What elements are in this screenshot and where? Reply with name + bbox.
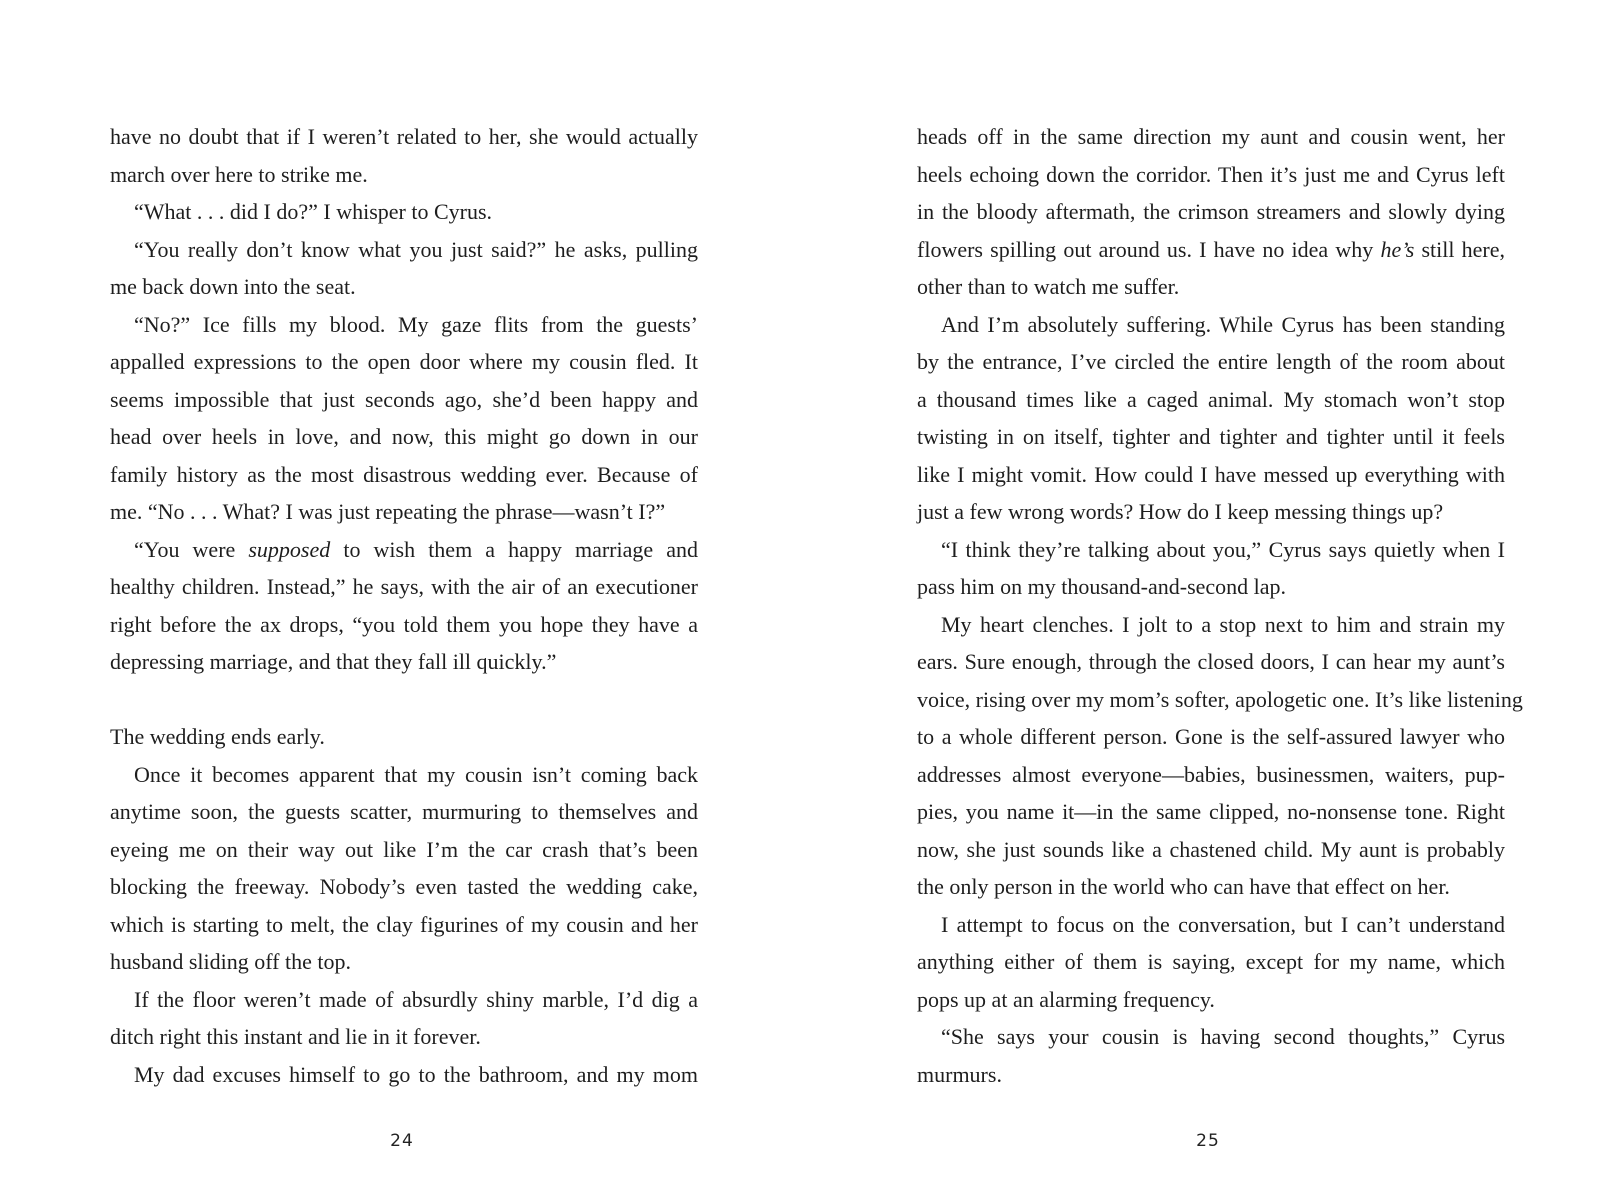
section-break (110, 681, 698, 719)
text-line: pass him on my thousand-and-second lap. (917, 574, 1287, 599)
text-line: My dad excuses himself to go to the bathroom, and my mom (134, 1061, 698, 1087)
text-line: me back down into the seat. (110, 274, 356, 299)
text-line: heels echoing down the corridor. Then it’s just me and Cyrus left (917, 161, 1505, 187)
text-line: murmurs. (917, 1061, 1002, 1087)
text-line: “What . . . did I do?” I whisper to Cyrus. (134, 199, 493, 224)
text-line: eyeing me on their way out like I’m the car crash that’s been (110, 836, 698, 862)
text-line: by the entrance, I’ve circled the entire length of the room about (917, 349, 1505, 374)
text-line: “No?” Ice fills my blood. My gaze flits from the guests’ (134, 311, 698, 337)
text-line: family history as the most disastrous wedding ever. Because of (110, 461, 698, 487)
text-line: march over here to strike me. (110, 161, 368, 187)
right-page-text (917, 118, 1523, 1093)
text-line: healthy children. Instead,” he says, with the air of an executioner (110, 574, 698, 599)
text-line: have no doubt that if I weren’t related to her, she would actually (110, 124, 698, 149)
text-line: now, she just sounds like a chastened child. My aunt is probably (917, 836, 1505, 862)
text-line: the only person in the world who can have that effect on her. (917, 874, 1450, 899)
text-line: anytime soon, the guests scatter, murmuring to themselves and (110, 799, 698, 824)
text-line: seems impossible that just seconds ago, she’d been happy and (110, 386, 698, 412)
text-line: twisting in on itself, tighter and tighter and tighter until it feels (917, 424, 1505, 449)
text-line: other than to watch me suffer. (917, 274, 1180, 299)
left-page-number: 24 (390, 1131, 414, 1151)
text-line: just a few wrong words? How do I keep messing things up? (917, 499, 1444, 524)
text-line: right before the ax drops, “you told them you hope they have a (110, 611, 698, 637)
text-line: me. “No . . . What? I was just repeating the phrase—wasn’t I?” (110, 499, 666, 524)
text-line: And I’m absolutely suffering. While Cyrus has been standing (941, 311, 1505, 337)
text-line: The wedding ends early. (110, 724, 325, 749)
text-line: which is starting to melt, the clay figurines of my cousin and her (110, 911, 698, 937)
right-page-number: 25 (1196, 1131, 1220, 1151)
text-line: blocking the freeway. Nobody’s even tasted the wedding cake, (110, 874, 698, 899)
text-line: ditch right this instant and lie in it forever. (110, 1024, 481, 1049)
text-line: “You were supposed to wish them a happy marriage and (134, 536, 698, 562)
text-line: in the bloody aftermath, the crimson streamers and slowly dying (917, 199, 1505, 224)
italic-emphasis: he’s (1380, 236, 1415, 262)
text-line: head over heels in love, and now, this might go down in our (110, 424, 698, 449)
text-line: anything either of them is saying, except for my name, which (917, 949, 1505, 974)
text-line: depressing marriage, and that they fall ill quickly.” (110, 649, 557, 674)
text-line: I attempt to focus on the conversation, but I can’t understand (941, 911, 1505, 937)
text-line: appalled expressions to the open door where my cousin fled. It (110, 349, 698, 374)
text-line: My heart clenches. I jolt to a stop next to him and strain my (941, 611, 1505, 637)
text-line: ears. Sure enough, through the closed doors, I can hear my aunt’s (917, 649, 1505, 674)
text-line: to a whole different person. Gone is the self-assured lawyer who (917, 724, 1505, 749)
text-line: like I might vomit. How could I have messed up everything with (917, 461, 1505, 487)
text-line: husband sliding off the top. (110, 949, 351, 974)
text-line: Once it becomes apparent that my cousin isn’t coming back (134, 761, 698, 787)
text-line: “You really don’t know what you just said?” he asks, pulling (134, 236, 698, 262)
text-line: If the floor weren’t made of absurdly shiny marble, I’d dig a (134, 986, 698, 1012)
text-line: voice, rising over my mom’s softer, apologetic one. It’s like listening (917, 686, 1523, 712)
text-line: a thousand times like a caged animal. My stomach won’t stop (917, 386, 1505, 412)
text-line: flowers spilling out around us. I have no idea why he’s still here, (917, 236, 1505, 262)
text-line: pops up at an alarming frequency. (917, 986, 1215, 1012)
left-page-text (110, 118, 698, 1093)
text-line: “She says your cousin is having second thoughts,” Cyrus (941, 1024, 1505, 1049)
italic-emphasis: supposed (248, 536, 331, 562)
text-line: heads off in the same direction my aunt and cousin went, her (917, 124, 1505, 149)
text-line: pies, you name it—in the same clipped, no-nonsense tone. Right (917, 799, 1505, 824)
text-line: addresses almost everyone—babies, businessmen, waiters, pup- (917, 761, 1505, 787)
text-line: “I think they’re talking about you,” Cyrus says quietly when I (941, 536, 1505, 562)
